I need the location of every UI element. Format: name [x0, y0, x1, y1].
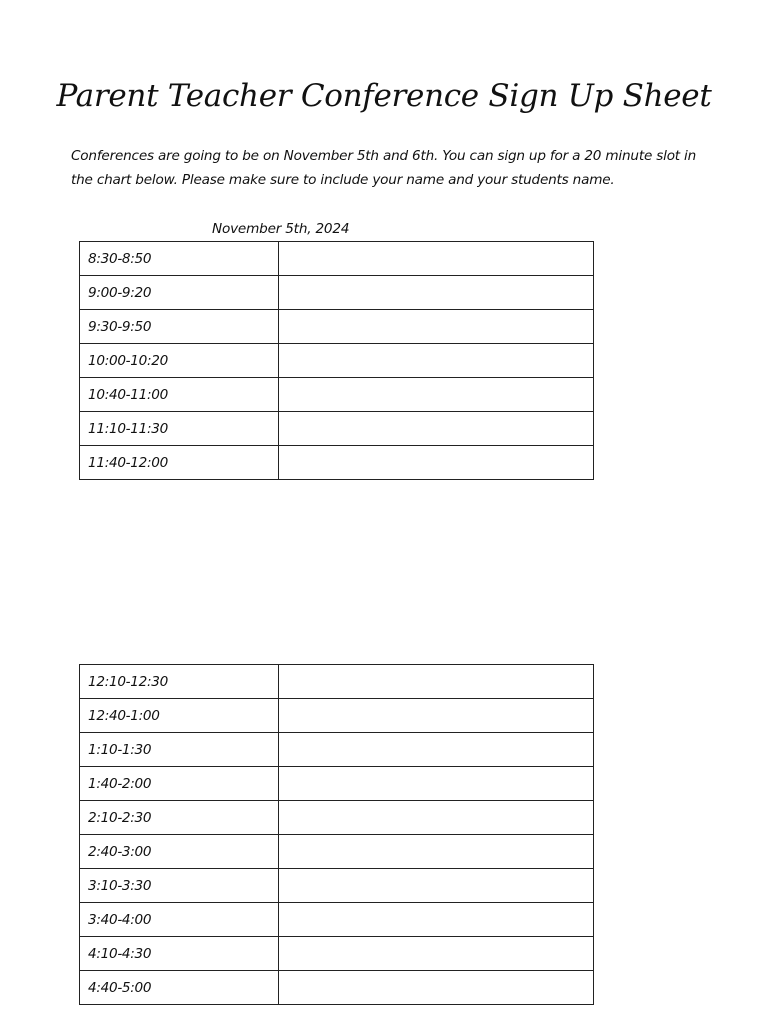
signup-cell[interactable]: [279, 276, 594, 310]
signup-cell[interactable]: [279, 665, 594, 699]
signup-cell[interactable]: [279, 242, 594, 276]
time-slot-cell: 12:40-1:00: [80, 699, 279, 733]
signup-cell[interactable]: [279, 699, 594, 733]
table-row: [80, 242, 594, 276]
afternoon-slots-table: [79, 664, 594, 1005]
time-slot-cell: 8:30-8:50: [80, 242, 279, 276]
table-row: [80, 446, 594, 480]
time-slot-cell: 1:10-1:30: [80, 733, 279, 767]
table-row: [80, 699, 594, 733]
signup-cell[interactable]: [279, 903, 594, 937]
time-slot-cell: 1:40-2:00: [80, 767, 279, 801]
time-slot-cell: 9:00-9:20: [80, 276, 279, 310]
signup-cell[interactable]: [279, 869, 594, 903]
table-row: [80, 801, 594, 835]
signup-cell[interactable]: [279, 801, 594, 835]
table-row: [80, 310, 594, 344]
morning-slots-table: [79, 241, 594, 480]
date-label: November 5th, 2024: [212, 221, 350, 237]
table-row: [80, 378, 594, 412]
table-row: [80, 835, 594, 869]
time-slot-cell: 10:40-11:00: [80, 378, 279, 412]
signup-cell[interactable]: [279, 412, 594, 446]
time-slot-cell: 4:10-4:30: [80, 937, 279, 971]
signup-cell[interactable]: [279, 733, 594, 767]
time-slot-cell: 11:40-12:00: [80, 446, 279, 480]
time-slot-cell: 10:00-10:20: [80, 344, 279, 378]
signup-cell[interactable]: [279, 446, 594, 480]
table-row: [80, 344, 594, 378]
time-slot-cell: 12:10-12:30: [80, 665, 279, 699]
signup-cell[interactable]: [279, 971, 594, 1005]
table-row: [80, 971, 594, 1005]
time-slot-cell: 2:10-2:30: [80, 801, 279, 835]
page-title: Parent Teacher Conference Sign Up Sheet: [56, 78, 712, 114]
table-row: [80, 767, 594, 801]
time-slot-cell: 2:40-3:00: [80, 835, 279, 869]
signup-cell[interactable]: [279, 310, 594, 344]
intro-paragraph: Conferences are going to be on November 5th and 6th. You can sign up for a 20 minute slot in the chart below. Please make sure to include your name and your students name.: [71, 148, 697, 188]
signup-cell[interactable]: [279, 835, 594, 869]
table-row: [80, 276, 594, 310]
table-row: [80, 733, 594, 767]
time-slot-cell: 3:10-3:30: [80, 869, 279, 903]
time-slot-cell: 9:30-9:50: [80, 310, 279, 344]
table-row: [80, 665, 594, 699]
time-slot-cell: 11:10-11:30: [80, 412, 279, 446]
signup-cell[interactable]: [279, 344, 594, 378]
signup-cell[interactable]: [279, 378, 594, 412]
table-row: [80, 937, 594, 971]
table-row: [80, 412, 594, 446]
time-slot-cell: 4:40-5:00: [80, 971, 279, 1005]
time-slot-cell: 3:40-4:00: [80, 903, 279, 937]
table-row: [80, 869, 594, 903]
table-row: [80, 903, 594, 937]
signup-cell[interactable]: [279, 937, 594, 971]
signup-cell[interactable]: [279, 767, 594, 801]
